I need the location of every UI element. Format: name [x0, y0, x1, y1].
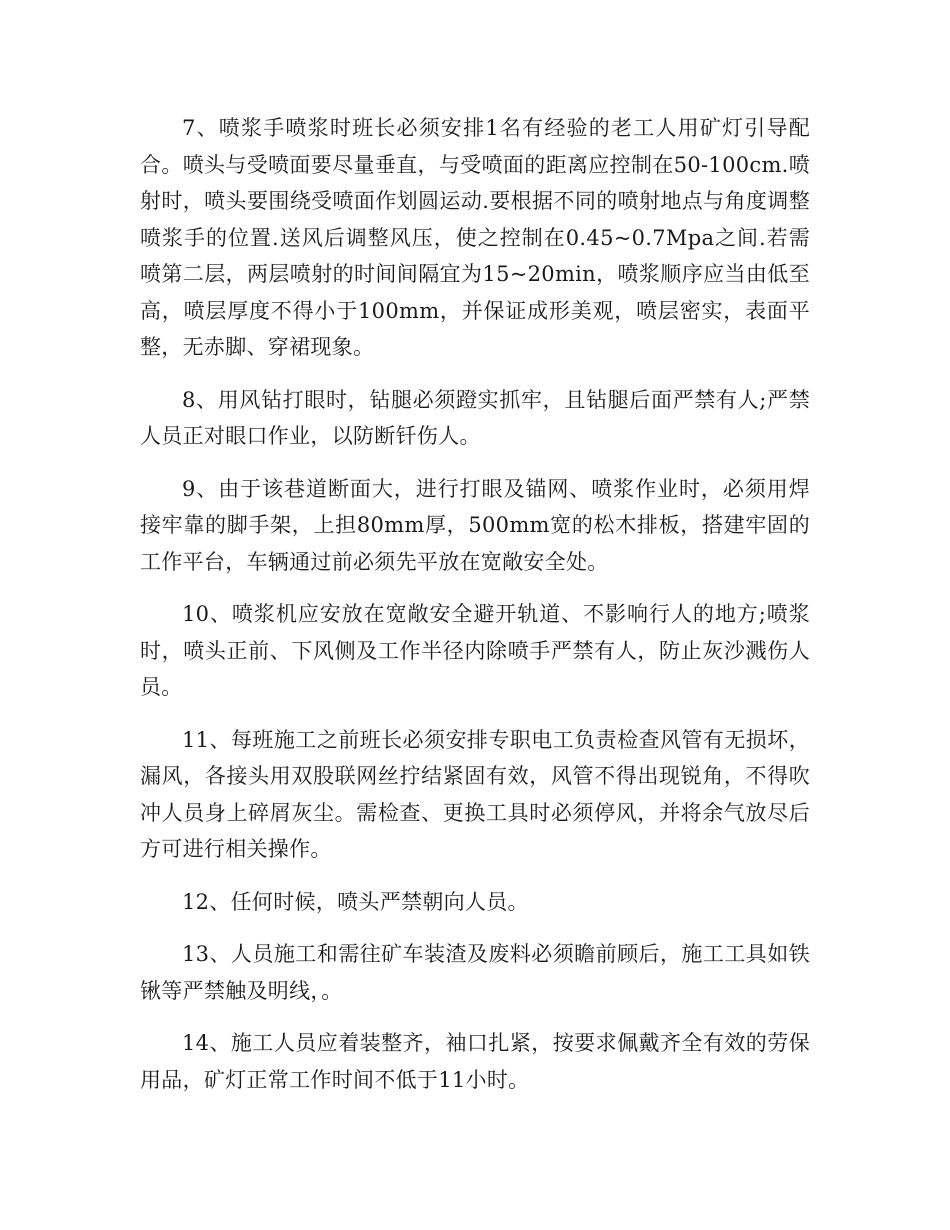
paragraph-7: 7、喷浆手喷浆时班长必须安排1名有经验的老工人用矿灯引导配合。喷头与受喷面要尽量垂直，与受喷面的距离应控制在50-100cm.喷射时，喷头要围绕受喷面作划圆运动.要根据不同的喷射地点与角度调整喷浆手的位置.送风后调整风压，使之控制在0.45~0.7Mpa之间.若需喷第二层，两层喷射的时间间隔宜为15~20min，喷浆顺序应当由低至高，喷层厚度不得小于100mm，并保证成形美观，喷层密实，表面平整，无赤脚、穿裙现象。: [140, 116, 810, 359]
paragraph-14: 14、施工人员应着装整齐，袖口扎紧，按要求佩戴齐全有效的劳保用品，矿灯正常工作时间不低于11小时。: [140, 1031, 810, 1092]
paragraph-10: 10、喷浆机应安放在宽敞安全避开轨道、不影响行人的地方;喷浆时，喷头正前、下风侧及工作半径内除喷手严禁有人，防止灰沙溅伤人员。: [140, 602, 810, 699]
paragraph-12: 12、任何时候，喷头严禁朝向人员。: [182, 889, 529, 914]
paragraph-9: 9、由于该巷道断面大，进行打眼及锚网、喷浆作业时，必须用焊接牢靠的脚手架，上担80mm厚，500mm宽的松木排板，搭建牢固的工作平台，车辆通过前必须先平放在宽敞安全处。: [140, 476, 810, 574]
paragraph-11: 11、每班施工之前班长必须安排专职电工负责检查风管有无损坏，漏风，各接头用双股联网丝拧结紧固有效，风管不得出现锐角，不得吹冲人员身上碎屑灰尘。需检查、更换工具时必须停风，并将余气放尽后方可进行相关操作。: [140, 727, 810, 861]
paragraph-13: 13、人员施工和需往矿车装渣及废料必须瞻前顾后，施工工具如铁锹等严禁触及明线，。: [140, 942, 810, 1003]
paragraph-8: 8、用风钻打眼时，钻腿必须蹬实抓牢，且钻腿后面严禁有人;严禁人员正对眼口作业，以防断钎伤人。: [140, 387, 810, 448]
document-page: [140, 110, 810, 1114]
